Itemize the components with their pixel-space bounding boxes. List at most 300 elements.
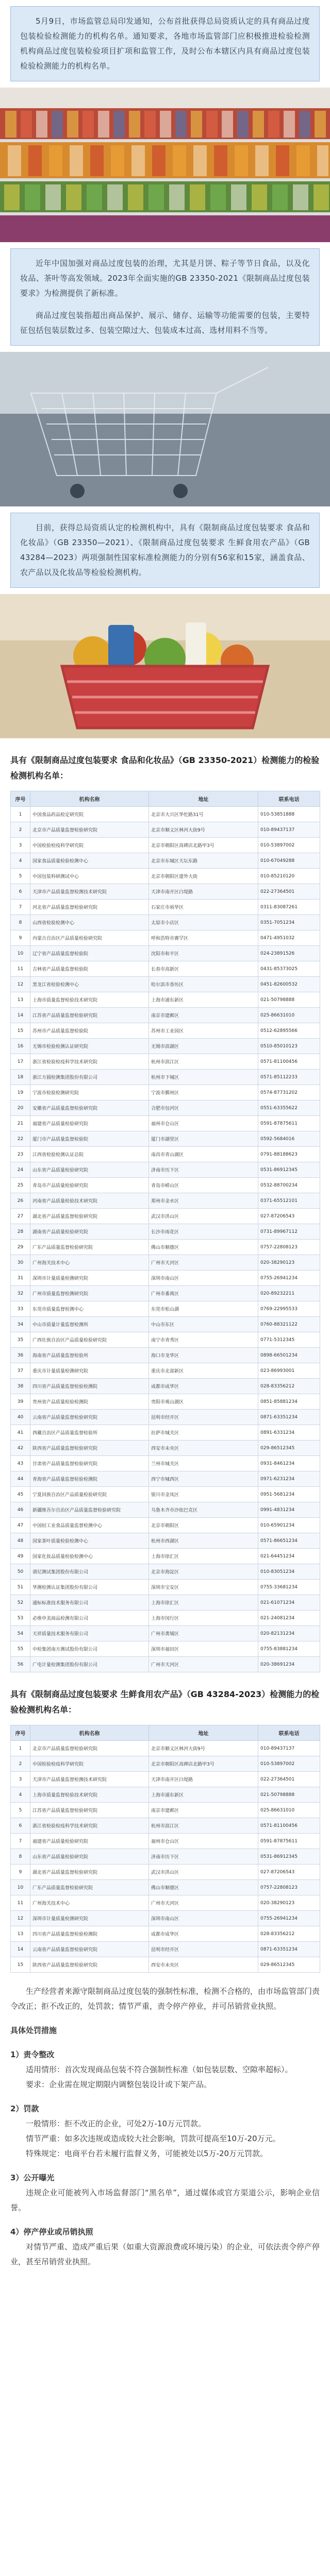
cell-phone: 0431-85373025 [258,961,320,977]
table-row [11,1942,320,1957]
cell-address: 哈尔滨市香坊区 [149,977,258,992]
cell-address: 佛山市顺德区 [149,1240,258,1255]
cell-no: 27 [11,1209,30,1224]
cell-no: 21 [11,1116,30,1131]
cell-no: 17 [11,1054,30,1070]
cell-phone: 0931-8461234 [258,1456,320,1471]
cell-name: 东莞市质量监督检测中心 [30,1301,149,1317]
section2-paragraph-1: 近年中国加强对商品过度包装的治理，尤其是月饼、粽子等节日食品，以及化妆品、茶叶等高发领域。2023年全面实施的GB 23350-2021《限制商品过度包装要求》为检测提供了新标准。 [20,259,310,298]
cell-no: 5 [11,869,30,884]
cell-name: 中国食品药品检定研究院 [30,807,149,822]
table-row [11,1580,320,1595]
cell-name: 上海市质量监督检验技术研究院 [30,1787,149,1803]
cell-name: 天津市产品质量监督检测技术研究院 [30,884,149,900]
cell-address: 杭州市滨江区 [149,1054,258,1070]
col-address-header: 地址 [149,791,258,807]
cell-phone: 0991-4831234 [258,1502,320,1518]
table-row [11,1270,320,1286]
table-row [11,1147,320,1162]
table-row [11,884,320,900]
table-row [11,1564,320,1580]
cell-name: 陕西省产品质量监督检验研究院 [30,1440,149,1456]
table-row [11,1394,320,1410]
cell-address: 广州市黄埔区 [149,1626,258,1641]
table1-title: 具有《限制商品过度包装要求 食品和化妆品》（GB 23350-2021）检测能力的检验检测机构名单： [10,755,320,781]
cell-phone: 0898-66501234 [258,1348,320,1363]
cell-address: 北京市海淀区 [149,1564,258,1580]
cell-phone: 010-53897002 [258,838,320,853]
cell-no: 36 [11,1348,30,1363]
cell-name: 山东省产品质量检验研究院 [30,1849,149,1865]
photo-supermarket-shelves [0,88,330,242]
cell-no: 11 [11,961,30,977]
cell-no: 20 [11,1100,30,1116]
table-row [11,1100,320,1116]
cell-name: 四川省产品质量监督检验检测院 [30,1379,149,1394]
cell-name: 国家茶叶质量检验检测中心 [30,1533,149,1549]
table-row [11,1440,320,1456]
cell-name: 湖北省产品质量监督检验研究院 [30,1209,149,1224]
cell-name: 西藏自治区产品质量监督检验所 [30,1425,149,1440]
cell-phone: 027-87206543 [258,1209,320,1224]
cell-phone: 027-87206543 [258,1865,320,1880]
table-row [11,1626,320,1641]
cell-address: 武汉市洪山区 [149,1865,258,1880]
cell-address: 佛山市顺德区 [149,1880,258,1895]
cell-name: 四川省产品质量监督检验检测院 [30,1926,149,1942]
table-row [11,1286,320,1301]
table-row [11,1162,320,1178]
cell-phone: 0891-6331234 [258,1425,320,1440]
table1 [10,791,320,1672]
cell-address: 北京市顺义区林河大街9号 [149,1741,258,1756]
cell-no: 50 [11,1564,30,1580]
cell-no: 31 [11,1270,30,1286]
cell-address: 苏州市工业园区 [149,1023,258,1039]
table-row [11,1471,320,1487]
cell-phone: 0591-87875611 [258,1116,320,1131]
cell-name: 广州海关技术中心 [30,1255,149,1270]
cell-address: 青岛市崂山区 [149,1178,258,1193]
table-row [11,1487,320,1502]
table-row [11,915,320,930]
cell-address: 深圳市宝安区 [149,1580,258,1595]
col-name-header: 机构名称 [30,791,149,807]
table-row [11,1425,320,1440]
table-row [11,1255,320,1270]
cell-no: 35 [11,1332,30,1348]
cell-no: 43 [11,1456,30,1471]
table1-body [11,807,320,1672]
cell-no: 51 [11,1580,30,1595]
table-row [11,1301,320,1317]
cell-phone: 0755-33681234 [258,1580,320,1595]
cell-no: 56 [11,1657,30,1672]
col-phone-header: 联系电话 [258,791,320,807]
table-row [11,1880,320,1895]
cell-no: 52 [11,1595,30,1611]
cell-phone: 022-27364501 [258,1772,320,1787]
table-row [11,1224,320,1240]
cell-no: 44 [11,1471,30,1487]
cell-name: 华测检测认证集团股份有限公司 [30,1580,149,1595]
cell-no: 18 [11,1070,30,1085]
penalty-item-title: 4）停产停业或吊销执照 [10,2227,93,2236]
cell-address: 杭州市西湖区 [149,1533,258,1549]
cell-phone: 021-50798888 [258,992,320,1008]
cell-phone: 0851-85881234 [258,1394,320,1410]
cell-no: 1 [11,1741,30,1756]
cell-no: 24 [11,1162,30,1178]
outro [10,1984,320,2269]
cell-name: 福建省产品质量检验研究院 [30,1116,149,1131]
cell-phone: 0760-88321122 [258,1317,320,1332]
cell-phone: 010-67049288 [258,853,320,869]
cell-address: 西安市未央区 [149,1440,258,1456]
cell-address: 中山市东区 [149,1317,258,1332]
cell-no: 4 [11,853,30,869]
cell-address: 深圳市南山区 [149,1270,258,1286]
cell-no: 45 [11,1487,30,1502]
cell-phone: 010-83051234 [258,1564,320,1580]
cell-no: 28 [11,1224,30,1240]
cell-address: 上海市闵行区 [149,1611,258,1626]
cell-phone: 029-86512345 [258,1440,320,1456]
penalty-item-line: 要求：企业需在规定期限内调整包装设计或下架产品。 [26,2080,212,2089]
cell-name: 山西省检验检测中心 [30,915,149,930]
cell-name: 福建省产品质量检验研究院 [30,1834,149,1849]
cell-no: 39 [11,1394,30,1410]
table-row [11,1131,320,1147]
cell-address: 厦门市湖里区 [149,1131,258,1147]
table-row [11,1039,320,1054]
cell-no: 2 [11,822,30,838]
bottom-spacer [0,2269,330,2280]
cell-address: 上海市浦东新区 [149,1787,258,1803]
cell-name: 黑龙江省检验检测中心 [30,977,149,992]
cell-phone: 0551-63355622 [258,1100,320,1116]
cell-phone: 0757-22808123 [258,1880,320,1895]
table-row [11,1456,320,1471]
table2 [10,1725,320,1973]
intro-box [10,6,320,81]
penalty-item-line: 违规企业可能被列入市场监督部门“黑名单”，通过媒体或官方渠道公示，影响企业信誉。 [10,2188,320,2212]
table-row [11,1641,320,1657]
cell-name: 天津市产品质量监督检测技术研究院 [30,1772,149,1787]
cell-no: 12 [11,1911,30,1926]
cell-address: 济南市历下区 [149,1162,258,1178]
cell-phone: 023-86993001 [258,1363,320,1379]
cell-phone: 024-23891526 [258,946,320,961]
cell-address: 西安市未央区 [149,1957,258,1973]
table-row [11,1023,320,1039]
cell-address: 兰州市城关区 [149,1456,258,1471]
cell-address: 北京市顺义区林河大街9号 [149,822,258,838]
cell-address: 南宁市青秀区 [149,1332,258,1348]
cell-address: 上海市徐汇区 [149,1595,258,1611]
cell-no: 47 [11,1518,30,1533]
cell-name: 海南省产品质量监督检验所 [30,1348,149,1363]
cell-no: 26 [11,1193,30,1209]
cell-no: 42 [11,1440,30,1456]
table-row [11,1008,320,1023]
cell-no: 6 [11,884,30,900]
section3-box [10,513,320,588]
cell-phone: 0951-5681234 [258,1487,320,1502]
cell-name: 谱尼测试集团股份有限公司 [30,1564,149,1580]
cell-phone: 0531-86912345 [258,1849,320,1865]
cell-name: 北京市产品质量监督检验研究院 [30,822,149,838]
cell-name: 国家食品质量检验检测中心 [30,853,149,869]
cell-name: 中检集团南方测试股份有限公司 [30,1641,149,1657]
cell-no: 34 [11,1317,30,1332]
table-row [11,1803,320,1818]
cell-phone: 0371-65512101 [258,1193,320,1209]
intro-paragraph: 5月9日，市场监管总局印发通知，公布首批获得总局资质认定的具有商品过度包装检验检测能力的机构名单。通知要求，各地市场监管部门应积极推进检验检测机构商品过度包装检验项目扩项和监管工作，及时公布本辖区内具有商品过度包装检验检测能力的机构名单。 [20,16,310,71]
cell-address: 广州市天河区 [149,1255,258,1270]
table-row [11,1317,320,1332]
table-row [11,977,320,992]
cell-phone: 010-65901234 [258,1518,320,1533]
cell-name: 广电计量检测集团股份有限公司 [30,1657,149,1672]
cell-phone: 0791-88188623 [258,1147,320,1162]
cell-no: 48 [11,1533,30,1549]
table-row [11,1772,320,1787]
cell-phone: 0351-7051234 [258,915,320,930]
cell-no: 3 [11,838,30,853]
cell-address: 昆明市经开区 [149,1410,258,1425]
table-row [11,1834,320,1849]
cell-address: 成都市成华区 [149,1379,258,1394]
cell-no: 3 [11,1772,30,1787]
section2-paragraph-2: 商品过度包装指超出商品保护、展示、储存、运输等功能需要的包装，主要特征包括包装层数过多、包装空隙过大、包装成本过高、选材用料不当等。 [20,311,310,335]
cell-name: 内蒙古自治区产品质量检验研究院 [30,930,149,946]
cell-name: 宁夏回族自治区产品质量检验研究院 [30,1487,149,1502]
cell-name: 江苏省产品质量监督检验研究院 [30,1803,149,1818]
cell-no: 13 [11,992,30,1008]
cell-phone: 021-24081234 [258,1611,320,1626]
cell-address: 合肥市包河区 [149,1100,258,1116]
cell-phone: 028-83356212 [258,1926,320,1942]
cell-address: 银川市金凤区 [149,1487,258,1502]
cell-phone: 021-50798888 [258,1787,320,1803]
cell-address: 北京市朝阳区高碑店北路甲3号 [149,1756,258,1772]
penalty-item-line: 特殊规定：电商平台若未履行监督义务，可能被处以5万-20万元罚款。 [26,2149,268,2158]
cell-address: 杭州市滨江区 [149,1818,258,1834]
cell-no: 25 [11,1178,30,1193]
table-row [11,1911,320,1926]
table-row [11,869,320,884]
cell-phone: 020-82131234 [258,1626,320,1641]
cell-name: 贵州省产品质量检验检测院 [30,1394,149,1410]
table-row [11,1549,320,1564]
table-row [11,1116,320,1131]
cell-name: 苏州市产品质量监督检验院 [30,1023,149,1039]
cell-address: 东莞市松山湖 [149,1301,258,1317]
table-row [11,1332,320,1348]
cell-phone: 0574-87731202 [258,1085,320,1100]
cell-name: 天祥质量技术服务有限公司 [30,1626,149,1641]
cell-address: 福州市仓山区 [149,1116,258,1131]
cell-name: 浙江省检验检疫科学技术研究院 [30,1054,149,1070]
cell-name: 甘肃省产品质量监督检验研究院 [30,1456,149,1471]
cell-phone: 0757-22808123 [258,1240,320,1255]
table-row [11,1595,320,1611]
cell-no: 12 [11,977,30,992]
table-row [11,1209,320,1224]
cell-name: 陕西省产品质量监督检验研究院 [30,1957,149,1973]
cell-address: 北京市朝阳区高碑店北路甲3号 [149,838,258,853]
cell-address: 北京市东城区天坛东路 [149,853,258,869]
cell-address: 南昌市青山湖区 [149,1147,258,1162]
penalty-item-title: 1）责令整改 [10,2050,55,2059]
table-row [11,1787,320,1803]
col-no-header: 序号 [11,1725,30,1741]
table2-header-row [11,1725,320,1741]
table-row [11,1926,320,1942]
cell-phone: 010-85210120 [258,869,320,884]
cell-phone: 010-89437137 [258,1741,320,1756]
cell-no: 4 [11,1787,30,1803]
cell-phone: 0311-83087261 [258,900,320,915]
cell-address: 呼和浩特市赛罕区 [149,930,258,946]
cell-address: 上海市徐汇区 [149,1549,258,1564]
cell-no: 10 [11,1880,30,1895]
cell-address: 广州市番禺区 [149,1286,258,1301]
cell-name: 北京市产品质量监督检验研究院 [30,1741,149,1756]
cell-phone: 0471-4951032 [258,930,320,946]
cell-address: 北京市大兴区华佗路31号 [149,807,258,822]
table-row [11,946,320,961]
cell-address: 西宁市城西区 [149,1471,258,1487]
table-row [11,822,320,838]
cell-name: 重庆市计量质量检测研究院 [30,1363,149,1379]
outro-paragraph: 生产经营者来源守限制商品过度包装的强制性标准，检测不合格的，由市场监管部门责令改正；拒不改正的，处罚款；情节严重，责令停产停业，并可吊销营业执照。 [10,1987,320,2011]
table-row [11,1410,320,1425]
cell-address: 天津市南开区白堤路 [149,1772,258,1787]
cell-name: 江西省检验检测认证总院 [30,1147,149,1162]
cell-name: 吉林省产品质量监督检验院 [30,961,149,977]
cell-address: 郑州市金水区 [149,1193,258,1209]
photo-food-basket [0,594,330,738]
cell-phone: 0755-26941234 [258,1270,320,1286]
cell-no: 22 [11,1131,30,1147]
cell-no: 41 [11,1425,30,1440]
cell-address: 广州市天河区 [149,1895,258,1911]
col-phone-header: 联系电话 [258,1725,320,1741]
cell-phone: 0769-22995533 [258,1301,320,1317]
cell-address: 无锡市滨湖区 [149,1039,258,1054]
cell-address: 长沙市雨花区 [149,1224,258,1240]
table2-body [11,1741,320,1973]
table-row [11,1085,320,1100]
cell-phone: 010-89437137 [258,822,320,838]
cell-name: 深圳市计量质量检测研究院 [30,1270,149,1286]
cell-phone: 028-83356212 [258,1379,320,1394]
cell-no: 19 [11,1085,30,1100]
table-row [11,1178,320,1193]
cell-address: 济南市历下区 [149,1849,258,1865]
cell-name: 浙江方圆检测集团股份有限公司 [30,1070,149,1085]
cell-phone: 0871-63351234 [258,1410,320,1425]
table-row [11,1070,320,1085]
cell-no: 32 [11,1286,30,1301]
cell-phone: 0755-83881234 [258,1641,320,1657]
cell-address: 长春市高新区 [149,961,258,977]
cell-phone: 0771-5312345 [258,1332,320,1348]
cell-name: 湖南省产品质量检验研究院 [30,1224,149,1240]
table-row [11,1818,320,1834]
cell-name: 广东产品质量监督检验研究院 [30,1240,149,1255]
cell-name: 无锡市检验检测认证研究院 [30,1039,149,1054]
cell-phone: 020-38691234 [258,1657,320,1672]
cell-no: 2 [11,1756,30,1772]
cell-address: 太原市小店区 [149,915,258,930]
cell-phone: 0755-26941234 [258,1911,320,1926]
cell-address: 深圳市福田区 [149,1641,258,1657]
cell-name: 广州市质量监督检测研究院 [30,1286,149,1301]
table-row [11,1379,320,1394]
cell-phone: 020-38290123 [258,1895,320,1911]
cell-name: 青岛市产品质量检验研究院 [30,1178,149,1193]
cell-phone: 0571-86651234 [258,1533,320,1549]
cell-name: 深圳市计量质量检测研究院 [30,1911,149,1926]
cell-name: 必维申美商品检测有限公司 [30,1611,149,1626]
article [0,6,330,2280]
cell-no: 11 [11,1895,30,1911]
cell-phone: 0512-62895566 [258,1023,320,1039]
cell-phone: 021-61071234 [258,1595,320,1611]
cell-address: 南京市建邺区 [149,1803,258,1818]
table-row [11,1741,320,1756]
cell-address: 深圳市南山区 [149,1911,258,1926]
table-row [11,1849,320,1865]
cell-address: 天津市南开区白堤路 [149,884,258,900]
cell-no: 55 [11,1641,30,1657]
col-no-header: 序号 [11,791,30,807]
cell-no: 53 [11,1611,30,1626]
cell-no: 15 [11,1957,30,1973]
cell-no: 16 [11,1039,30,1054]
cell-address: 杭州市下城区 [149,1070,258,1085]
penalty-heading: 具体处罚措施 [10,2026,57,2035]
cell-address: 沈阳市和平区 [149,946,258,961]
cell-name: 云南省产品质量监督检验研究院 [30,1942,149,1957]
penalty-item-title: 3）公开曝光 [10,2173,55,2182]
cell-no: 14 [11,1008,30,1023]
cell-name: 广西壮族自治区产品质量检验研究院 [30,1332,149,1348]
cell-phone: 0571-85112233 [258,1070,320,1085]
table-row [11,1895,320,1911]
cell-no: 30 [11,1255,30,1270]
cell-phone: 0531-86912345 [258,1162,320,1178]
cell-name: 中国包装科研测试中心 [30,869,149,884]
penalty-item-line: 适用情形：首次发现商品包装不符合强制性标准（如包装层数、空隙率超标）。 [26,2065,293,2074]
cell-address: 重庆市北部新区 [149,1363,258,1379]
cell-name: 国家化妆品质量检验检测中心 [30,1549,149,1564]
table-row [11,1363,320,1379]
cell-address: 南京市建邺区 [149,1008,258,1023]
cell-phone: 010-53851888 [258,807,320,822]
table2-title: 具有《限制商品过度包装要求 生鲜食用农产品》（GB 43284-2023）检测能力的检验检测机构名单： [10,1689,320,1715]
cell-address: 成都市成华区 [149,1926,258,1942]
cell-phone: 0871-63351234 [258,1942,320,1957]
table-row [11,1756,320,1772]
cell-name: 广东产品质量监督检验研究院 [30,1880,149,1895]
cell-no: 14 [11,1942,30,1957]
cell-name: 中国轻工业食品质量监督检测中心 [30,1518,149,1533]
cell-no: 46 [11,1502,30,1518]
